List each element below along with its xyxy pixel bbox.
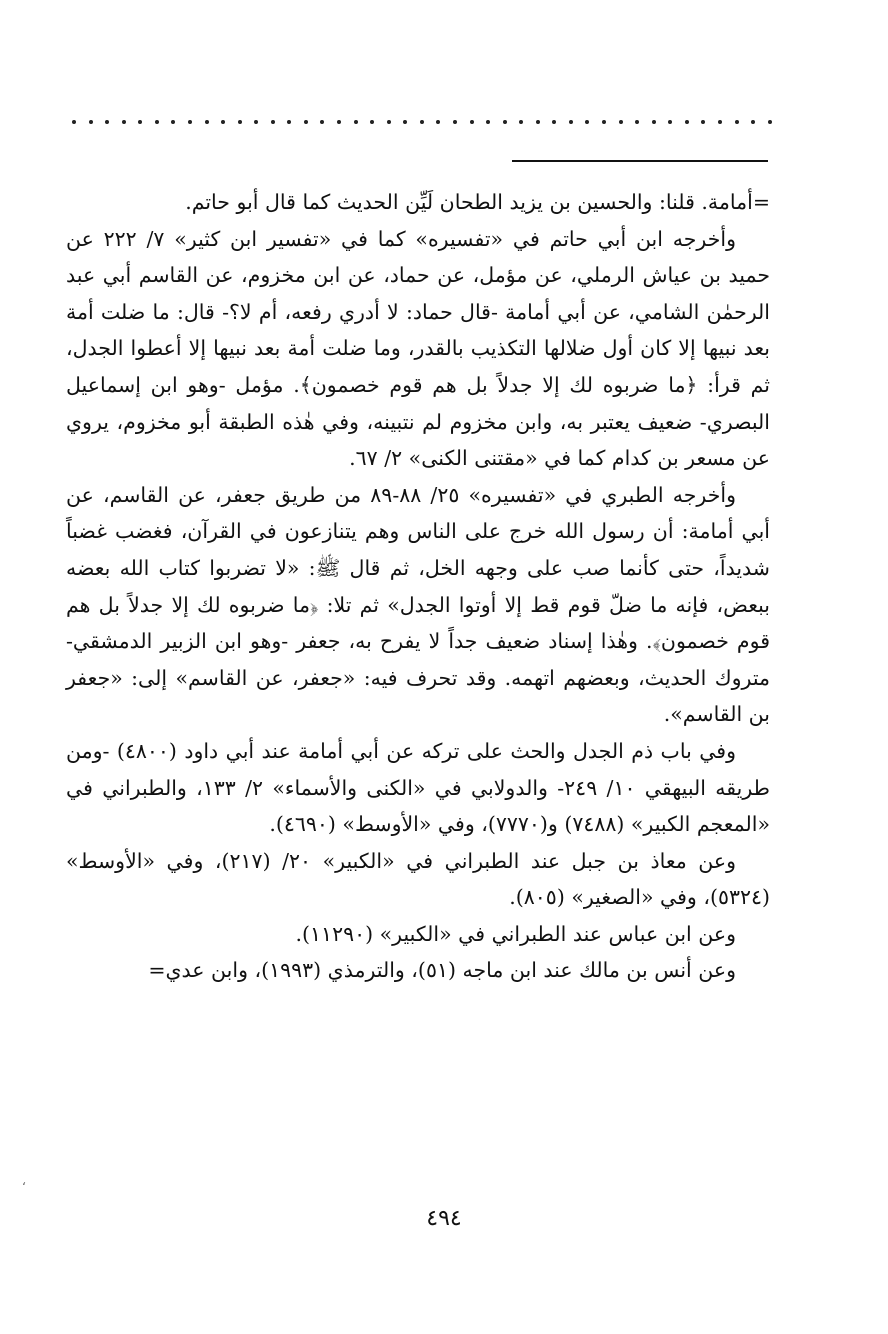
separator-dot: [635, 120, 639, 124]
page-number: ٤٩٤: [426, 1206, 462, 1231]
separator-dot: [320, 120, 324, 124]
footnote-paragraph: وأخرجه ابن أبي حاتم في «تفسيره» كما في «تفسير ابن كثير» ٧/ ٢٢٢ عن حميد بن عياش الرملي، عن مؤمل، عن حماد، عن ابن مخزوم، عن القاسم أبي عبد الرحمٰن الشامي، عن أبي أمامة -قال حماد: لا أدري رفعه، أم لا؟- قال: ما ضلت أمة بعد نبيها إلا كان أول ضلالها التكذيب بالقدر، وما ضلت أمة بعد نبيها إلا أعطوا الجدل، ثم قرأ: ﴿ما ضربوه لك إلا جدلاً بل هم قوم خصمون﴾. مؤمل -وهو ابن إسماعيل البصري- ضعيف يعتبر به، وابن مخزوم لم نتبينه، وفي هٰذه الطبقة أبو مخزوم، يروي عن مسعر بن كدام كما في «مقتنى الكنى» ٢/ ٦٧.: [66, 226, 770, 471]
footnote-paragraph: =أمامة. قلنا: والحسين بن يزيد الطحان لَيِّن الحديث كما قال أبو حاتم.: [185, 190, 770, 214]
separator-dot: [205, 120, 209, 124]
separator-dot: [271, 120, 275, 124]
separator-dot: [337, 120, 341, 124]
separator-dot: [486, 120, 490, 124]
separator-dot: [387, 120, 391, 124]
separator-dot: [519, 120, 523, 124]
separator-dot: [436, 120, 440, 124]
separator-dot: [287, 120, 291, 124]
footnote-paragraph: وعن أنس بن مالك عند ابن ماجه (٥١)، والترمذي (١٩٩٣)، وابن عدي=: [148, 958, 736, 983]
separator-dot: [354, 120, 358, 124]
separator-dot: [619, 120, 623, 124]
separator-dot: [470, 120, 474, 124]
footnote-paragraph: وعن ابن عباس عند الطبراني في «الكبير» (١١٢٩٠).: [295, 921, 736, 946]
footnote-rule: [512, 160, 768, 162]
separator-dot: [685, 120, 689, 124]
separator-dot: [552, 120, 556, 124]
separator-dot: [453, 120, 457, 124]
separator-dot: [718, 120, 722, 124]
separator-dot: [569, 120, 573, 124]
separator-dot: [171, 120, 175, 124]
margin-mark: ‘: [22, 1180, 26, 1194]
separator-dot: [238, 120, 242, 124]
separator-dot: [221, 120, 225, 124]
separator-dot: [751, 120, 755, 124]
separator-dot: [89, 120, 93, 124]
separator-dot: [304, 120, 308, 124]
separator-dot: [420, 120, 424, 124]
separator-dot: [768, 120, 772, 124]
separator-dot: [735, 120, 739, 124]
footnote-paragraph: وأخرجه الطبري في «تفسيره» ٢٥/ ٨٨-٨٩ من طريق جعفر، عن القاسم، عن أبي أمامة: أن رسول الله خرج على الناس وهم يتنازعون في القرآن، فغضب غضباً شديداً، حتى كأنما صب على وجهه الخل، ثم قال ﷺ: «لا تضربوا كتاب الله بعضه ببعض، فإنه ما ضلّ قوم قط إلا أوتوا الجدل» ثم تلا: ﴿ما ضربوه لك إلا جدلاً بل هم قوم خصمون﴾. وهٰذا إسناد ضعيف جداً لا يفرح به، جعفر -وهو ابن الزبير الدمشقي- متروك الحديث، وبعضهم اتهمه. وقد تحرف فيه: «جعفر، عن القاسم» إلى: «جعفر بن القاسم».: [66, 482, 770, 727]
separator-dot: [668, 120, 672, 124]
separator-dot: [403, 120, 407, 124]
separator-dot: [155, 120, 159, 124]
separator-dot: [254, 120, 258, 124]
separator-dot: [652, 120, 656, 124]
separator-dot: [188, 120, 192, 124]
footnote-paragraph: وفي باب ذم الجدل والحث على تركه عن أبي أمامة عند أبي داود (٤٨٠٠) -ومن طريقه البيهقي ١٠/ ٢٤٩- والدولابي في «الكنى والأسماء» ٢/ ١٣٣، والطبراني في «المعجم الكبير» (٧٤٨٨) و(٧٧٧٠)، وفي «الأوسط» (٤٦٩٠).: [66, 738, 770, 837]
footnote-body: [66, 184, 770, 989]
separator-dot: [370, 120, 374, 124]
separator-dot: [72, 120, 76, 124]
separator-dot: [602, 120, 606, 124]
separator-dot: [503, 120, 507, 124]
separator-dot: [138, 120, 142, 124]
separator-dot: [585, 120, 589, 124]
separator-dot: [536, 120, 540, 124]
separator-dot: [105, 120, 109, 124]
separator-dot: [122, 120, 126, 124]
separator-dot: [701, 120, 705, 124]
footnote-paragraph: وعن معاذ بن جبل عند الطبراني في «الكبير» ٢٠/ (٢١٧)، وفي «الأوسط» (٥٣٢٤)، وفي «الصغير» (٨٠٥).: [66, 848, 770, 910]
dotted-separator: [72, 112, 772, 132]
